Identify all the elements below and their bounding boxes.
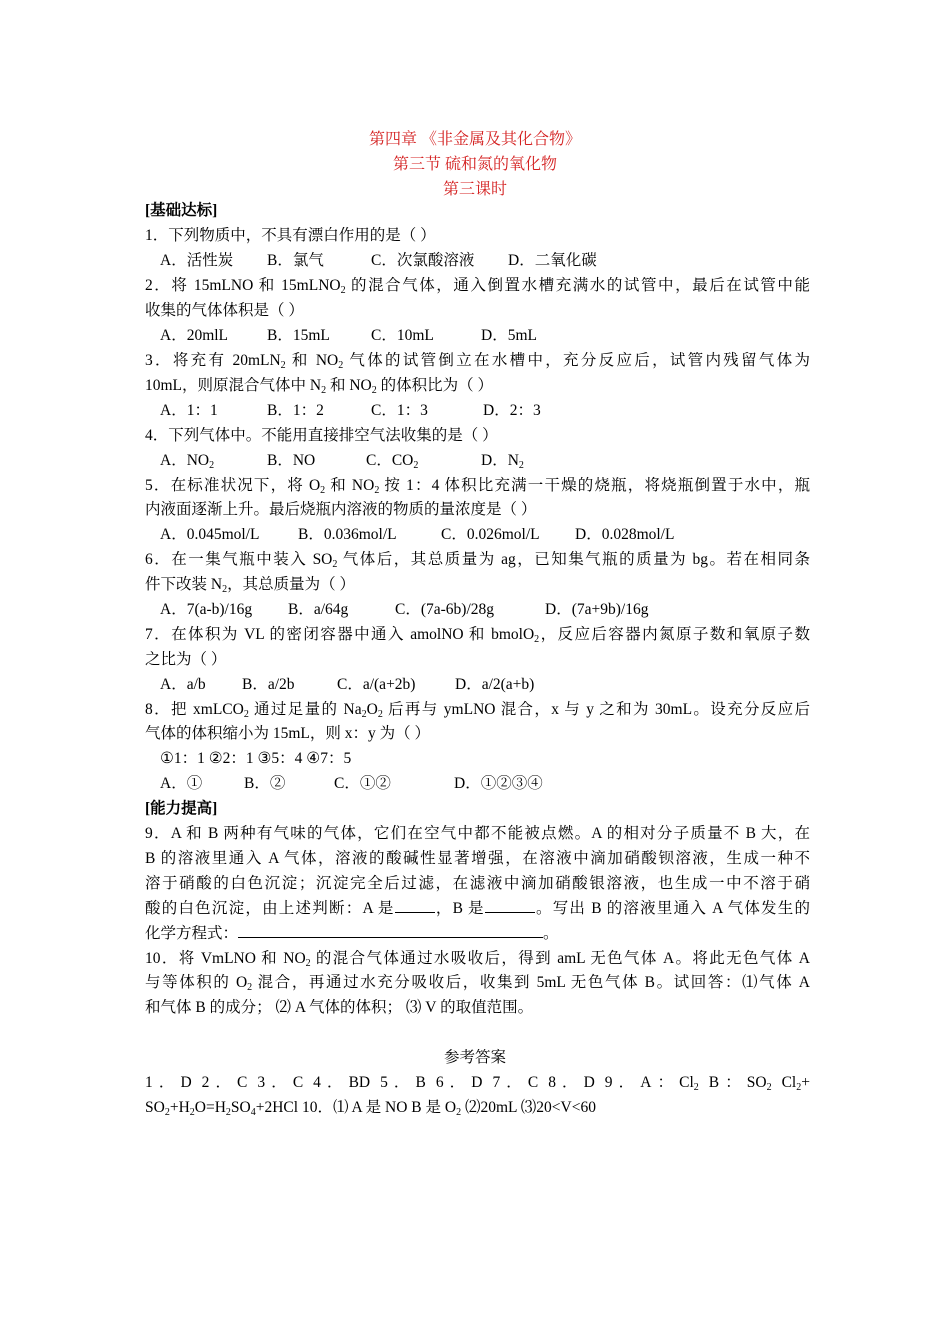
q10-line2: 与等体积的 $O_2$ 混合，再通过水充分吸收后，收集到 5mL 无色气体 B。试回答：⑴气体 A [145, 974, 811, 993]
q5-stem-line1: 5．在标准状况下，将 $O_2$ 和 $NO_2$ 按 1：4 体积比充满一干燥的烧瓶，将烧瓶倒置于水中，瓶 [145, 477, 810, 496]
q8-option-b: B．② [244, 775, 286, 792]
q7-stem-line1: 7．在体积为 VL 的密闭容器中通入 amolNO 和 bmolO$_2$，反应后容器内氮原子数和氧原子数 [145, 626, 810, 645]
q2-option-d: D．5mL [481, 327, 537, 344]
q6-option-b: B．a/64g [288, 601, 349, 618]
q10-line3: 和气体 B 的成分； ⑵ A 气体的体积； ⑶ V 的取值范围。 [145, 999, 534, 1016]
q9-line4: 酸的白色沉淀，由上述判断：A 是 ，B 是 。写出 B 的溶液里通入 A 气体发生的 [145, 900, 811, 917]
q8-options [160, 773, 810, 795]
q8-option-c: C．①② [334, 775, 391, 792]
q2-option-b: B．15mL [267, 327, 330, 344]
q4-option-d: D．$N_2$ [481, 452, 524, 471]
q6-option-c: C．(7a-6b)/28g [395, 601, 495, 618]
q5-stem-line2: 内液面逐渐上升。最后烧瓶内溶液的物质的量浓度是（ ） [145, 501, 537, 518]
answers-title: 参考答案 [443, 1049, 506, 1066]
q5-options [160, 524, 810, 546]
q1-option-b: B．氯气 [267, 252, 324, 269]
q1-option-c: C．次氯酸溶液 [371, 252, 475, 269]
q8-stem-line2: 气体的体积缩小为 15mL，则 x：y 为（ ） [145, 725, 431, 742]
answer-blank-equation[interactable] [238, 923, 543, 938]
q6-options [160, 599, 810, 621]
q9-line1: 9．A 和 B 两种有气味的气体，它们在空气中都不能被点燃。A 的相对分子质量不 B 大，在 [145, 825, 810, 842]
q8-option-d: D．①②③④ [454, 775, 543, 792]
section-advanced-heading: [能力提高] [145, 800, 218, 817]
q2-stem-line1: 2．将 15mLNO 和 15mLNO$_2$ 的混合气体，通入倒置水槽充满水的试管中，最后在试管中能 [145, 277, 810, 296]
q10-line1: 10．将 VmLNO 和 $NO_2$ 的混合气体通过水吸收后，得到 amL 无色气体 A。将此无色气体 A [145, 950, 810, 969]
answers-line1: 1．D 2．C 3．C 4．BD 5．B 6．D 7．C 8．D 9．A：$Cl_2$ B：$SO_2$ $Cl_2+$ [145, 1074, 810, 1093]
q5-option-c: C．0.026mol/L [441, 526, 540, 543]
q8-ratios: ①1：1 ②2：1 ③5：4 ④7：5 [160, 750, 352, 767]
q9-line2: B 的溶液里通入 A 气体，溶液的酸碱性显著增强，在溶液中滴加硝酸钡溶液，生成一种不 [145, 850, 810, 867]
q4-options [160, 450, 810, 472]
q3-options [160, 400, 810, 422]
q8-stem-line1: 8．把 xmLCO$_2$ 通过足量的 $Na_2O_2$ 后再与 ymLNO 混合，x 与 y 之和为 30mL。设充分反应后 [145, 701, 811, 720]
q4-option-c: C．$CO_2$ [366, 452, 419, 471]
chapter-title: 第四章 《非金属及其化合物》 [368, 131, 581, 148]
q5-option-b: B．0.036mol/L [298, 526, 397, 543]
q6-option-a: A．7(a-b)/16g [160, 601, 253, 618]
answer-blank-a[interactable] [395, 898, 435, 913]
section-title: 第三节 硫和氮的氧化物 [392, 156, 557, 173]
q5-option-d: D．0.028mol/L [575, 526, 675, 543]
q3-option-c: C．1：3 [371, 402, 428, 419]
q7-option-d: D．a/2(a+b) [455, 676, 535, 693]
q4-stem: 4．下列气体中。不能用直接排空气法收集的是（ ） [145, 427, 498, 444]
q1-options [160, 250, 810, 272]
q7-option-a: A．a/b [160, 676, 206, 693]
q3-option-d: D．2：3 [483, 402, 541, 419]
q3-stem-line2: 10mL，则原混合气体中 $N_2$ 和 $NO_2$ 的体积比为（ ） [145, 377, 493, 396]
q6-option-d: D．(7a+9b)/16g [545, 601, 649, 618]
q8-option-a: A．① [160, 775, 203, 792]
q7-stem-line2: 之比为（ ） [145, 651, 227, 668]
q6-stem-line2: 件下改装 $N_2$，其总质量为（ ） [145, 576, 355, 595]
answer-blank-b[interactable] [485, 898, 535, 913]
answers-line2: $SO_2+H_2O=H_2SO_4+2HCl$ 10．⑴ A 是 NO B 是 $O_2$ ⑵20mL ⑶20<V<60 [145, 1099, 596, 1118]
section-basic-heading: [基础达标] [145, 202, 218, 219]
q3-stem-line1: 3．将充有 20mLN$_2$ 和 $NO_2$ 气体的试管倒立在水槽中，充分反应后，试管内残留气体为 [145, 352, 811, 371]
q4-option-a: A．$NO_2$ [160, 452, 215, 471]
q7-option-b: B．a/2b [242, 676, 295, 693]
q7-option-c: C．a/(a+2b) [337, 676, 416, 693]
q1-option-d: D．二氧化碳 [508, 252, 597, 269]
q9-line3: 溶于硝酸的白色沉淀；沉淀完全后过滤，在滤液中滴加硝酸银溶液，也生成一中不溶于硝 [145, 875, 810, 892]
q6-stem-line1: 6．在一集气瓶中装入 $SO_2$ 气体后，其总质量为 ag，已知集气瓶的质量为 bg。若在相同条 [145, 551, 810, 570]
q4-option-b: B．NO [267, 452, 316, 469]
q1-stem: 1．下列物质中，不具有漂白作用的是（ ） [145, 227, 436, 244]
q2-option-a: A．20mlL [160, 327, 229, 344]
q3-option-b: B．1：2 [267, 402, 324, 419]
q7-options [160, 674, 810, 696]
lesson-title: 第三课时 [442, 181, 507, 198]
q2-options [160, 325, 810, 347]
q2-option-c: C．10mL [371, 327, 434, 344]
q5-option-a: A．0.045mol/L [160, 526, 260, 543]
q2-stem-line2: 收集的气体体积是（ ） [145, 302, 304, 319]
q9-line5: 化学方程式： 。 [145, 925, 559, 942]
q1-option-a: A．活性炭 [160, 252, 234, 269]
q3-option-a: A．1：1 [160, 402, 218, 419]
